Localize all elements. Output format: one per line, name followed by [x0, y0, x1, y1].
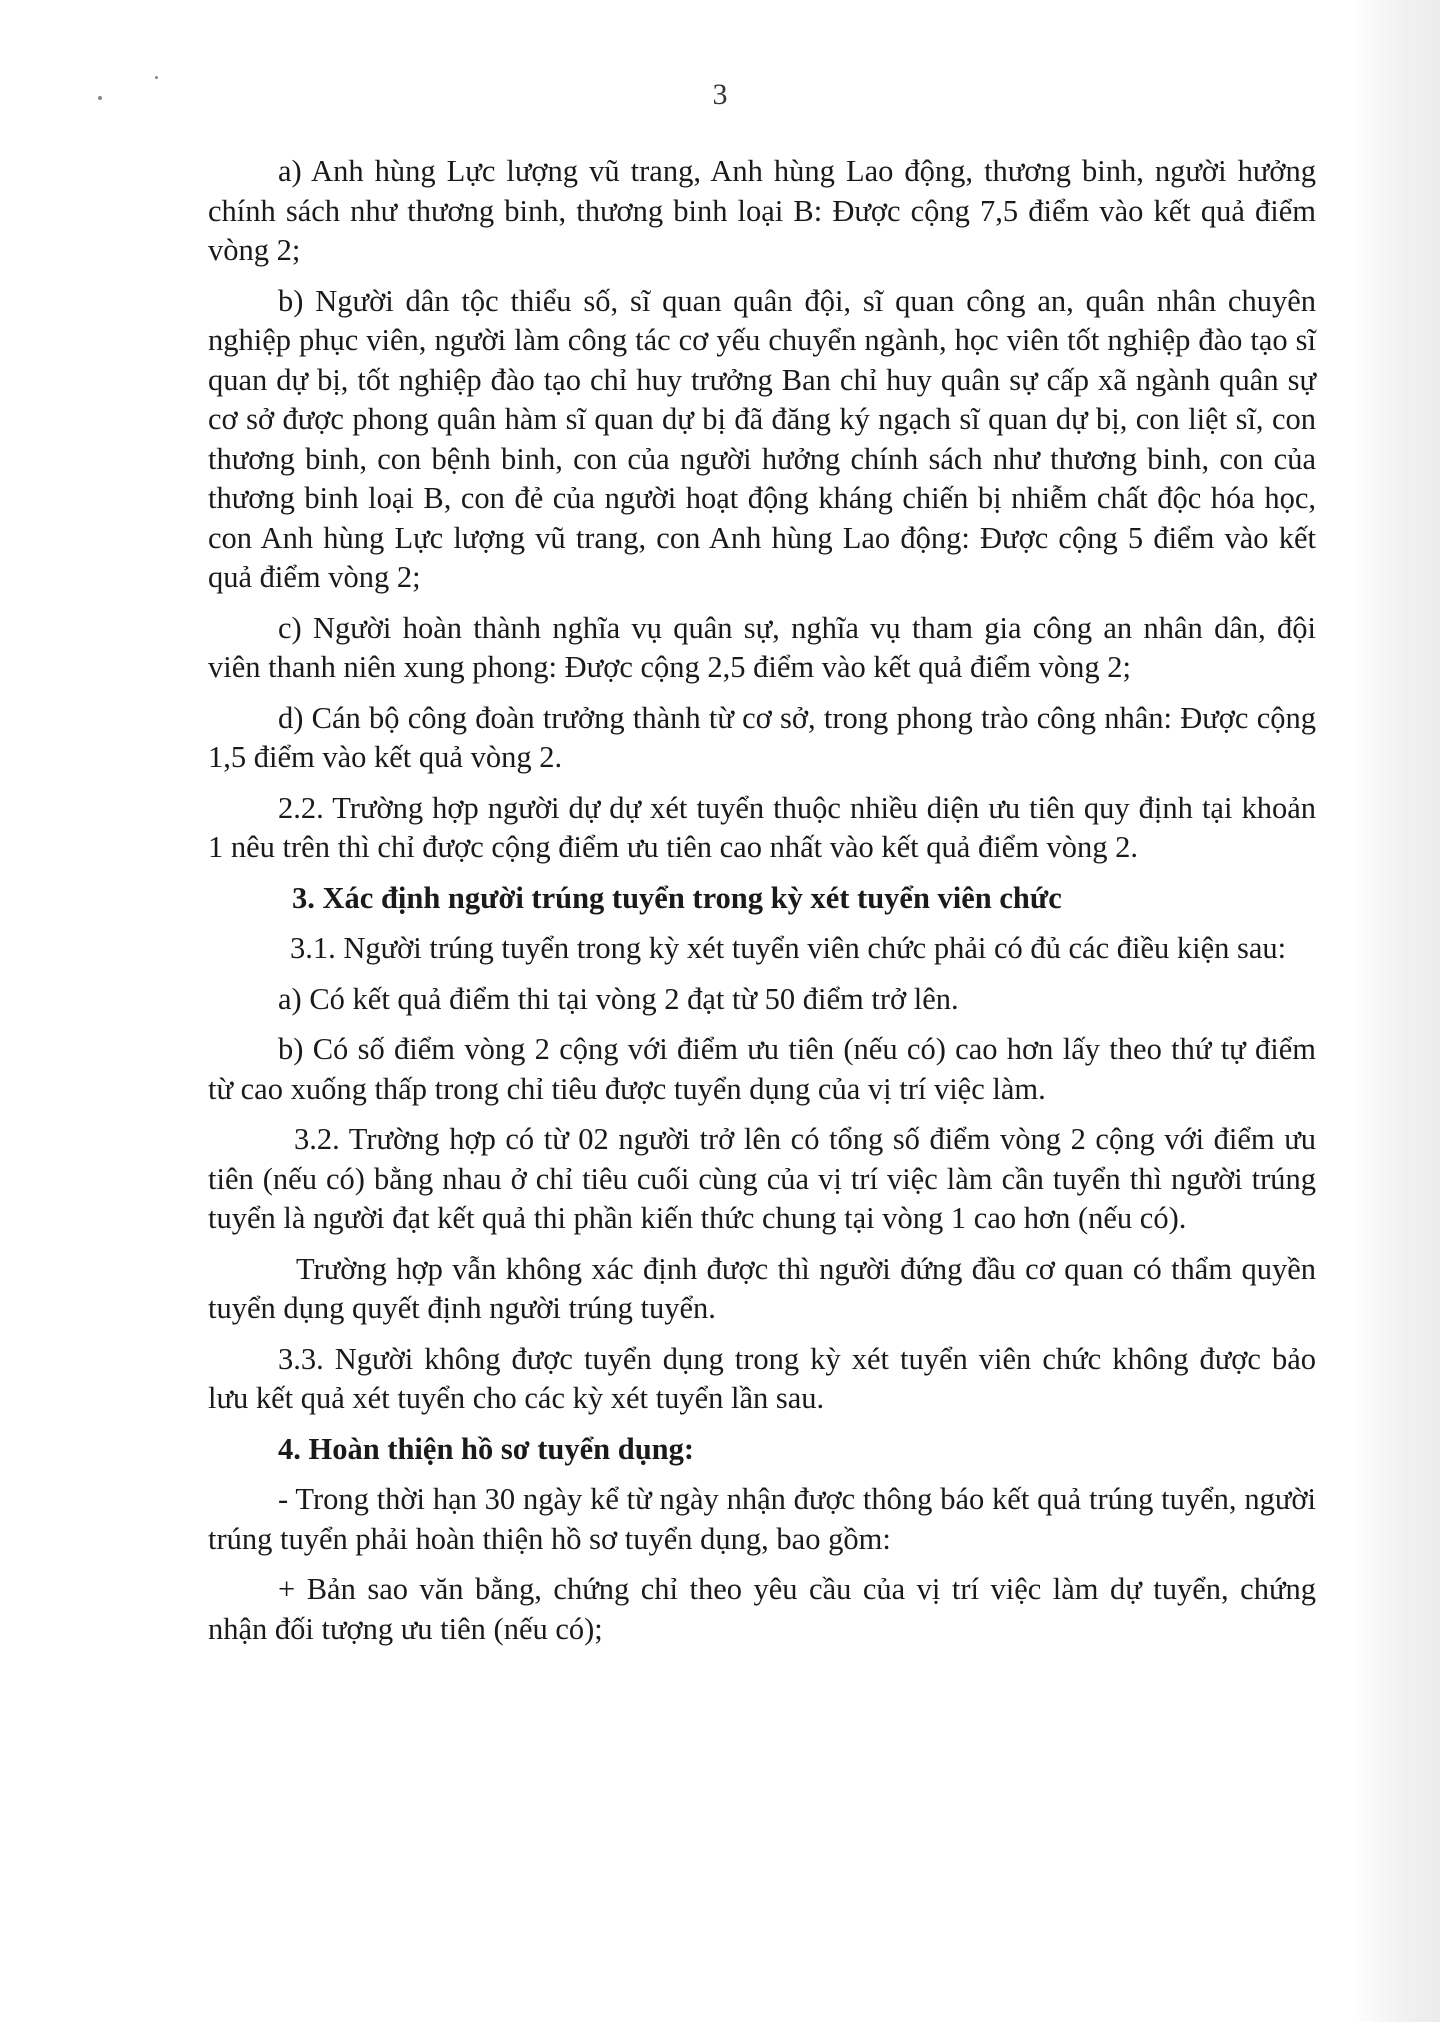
- paragraph-3-1: 3.1. Người trúng tuyển trong kỳ xét tuyển viên chức phải có đủ các điều kiện sau:: [290, 931, 1287, 965]
- paragraph-4-item-1: + Bản sao văn bằng, chứng chỉ theo yêu cầu của vị trí việc làm dự tuyển, chứng nhận đối tượng ưu tiên (nếu có);: [208, 1572, 1316, 1646]
- paragraph-item-d: d) Cán bộ công đoàn trưởng thành từ cơ sở, trong phong trào công nhân: Được cộng 1,5 điểm vào kết quả vòng 2.: [208, 700, 1316, 774]
- paragraph-3-1-b: b) Có số điểm vòng 2 cộng với điểm ưu tiên (nếu có) cao hơn lấy theo thứ tự điểm từ cao xuống thấp trong chỉ tiêu được tuyển dụng của vị trí việc làm.: [208, 1032, 1316, 1106]
- page-number: 3: [712, 78, 728, 111]
- paragraph-2-2: 2.2. Trường hợp người dự dự xét tuyển thuộc nhiều diện ưu tiên quy định tại khoản 1 nêu trên thì chỉ được cộng điểm ưu tiên cao nhất vào kết quả điểm vòng 2.: [208, 790, 1316, 864]
- paragraph-3-2: 3.2. Trường hợp có từ 02 người trở lên có tổng số điểm vòng 2 cộng với điểm ưu tiên (nếu có) bằng nhau ở chỉ tiêu cuối cùng của vị trí việc làm cần tuyển thì người trúng tuyển là người đạt kết quả thi phần kiến thức chung tại vòng 1 cao hơn (nếu có).: [208, 1122, 1316, 1235]
- document-body: [208, 152, 1316, 1660]
- section-3-heading: 3. Xác định người trúng tuyển trong kỳ xét tuyển viên chức: [292, 880, 1062, 915]
- paragraph-item-a: a) Anh hùng Lực lượng vũ trang, Anh hùng Lao động, thương binh, người hưởng chính sách như thương binh, thương binh loại B: Được cộng 7,5 điểm vào kết quả điểm vòng 2;: [208, 154, 1316, 267]
- paragraph-3-2-continued: Trường hợp vẫn không xác định được thì người đứng đầu cơ quan có thẩm quyền tuyển dụng quyết định người trúng tuyển.: [208, 1251, 1316, 1325]
- paragraph-item-b: b) Người dân tộc thiểu số, sĩ quan quân đội, sĩ quan công an, quân nhân chuyên nghiệp phục viên, người làm công tác cơ yếu chuyển ngành, học viên tốt nghiệp đào tạo sĩ quan dự bị, tốt nghiệp đào tạo chỉ huy trưởng Ban chỉ huy quân sự cấp xã ngành quân sự cơ sở được phong quân hàm sĩ quan dự bị đã đăng ký ngạch sĩ quan dự bị, con liệt sĩ, con thương binh, con bệnh binh, con của người hưởng chính sách như thương binh, con của thương binh loại B, con đẻ của người hoạt động kháng chiến bị nhiễm chất độc hóa học, con Anh hùng Lực lượng vũ trang, con Anh hùng Lao động: Được cộng 5 điểm vào kết quả điểm vòng 2;: [208, 283, 1316, 594]
- paragraph-item-c: c) Người hoàn thành nghĩa vụ quân sự, nghĩa vụ tham gia công an nhân dân, đội viên thanh niên xung phong: Được cộng 2,5 điểm vào kết quả điểm vòng 2;: [208, 610, 1316, 684]
- scan-edge-shade: [1350, 0, 1440, 2022]
- paragraph-4-intro: - Trong thời hạn 30 ngày kể từ ngày nhận được thông báo kết quả trúng tuyển, người trúng tuyển phải hoàn thiện hồ sơ tuyển dụng, bao gồm:: [208, 1482, 1316, 1556]
- paragraph-3-1-a: a) Có kết quả điểm thi tại vòng 2 đạt từ 50 điểm trở lên.: [278, 981, 959, 1016]
- section-4-heading: 4. Hoàn thiện hồ sơ tuyển dụng:: [278, 1431, 695, 1466]
- paragraph-3-3: 3.3. Người không được tuyển dụng trong kỳ xét tuyển viên chức không được bảo lưu kết quả xét tuyển cho các kỳ xét tuyển lần sau.: [208, 1341, 1316, 1415]
